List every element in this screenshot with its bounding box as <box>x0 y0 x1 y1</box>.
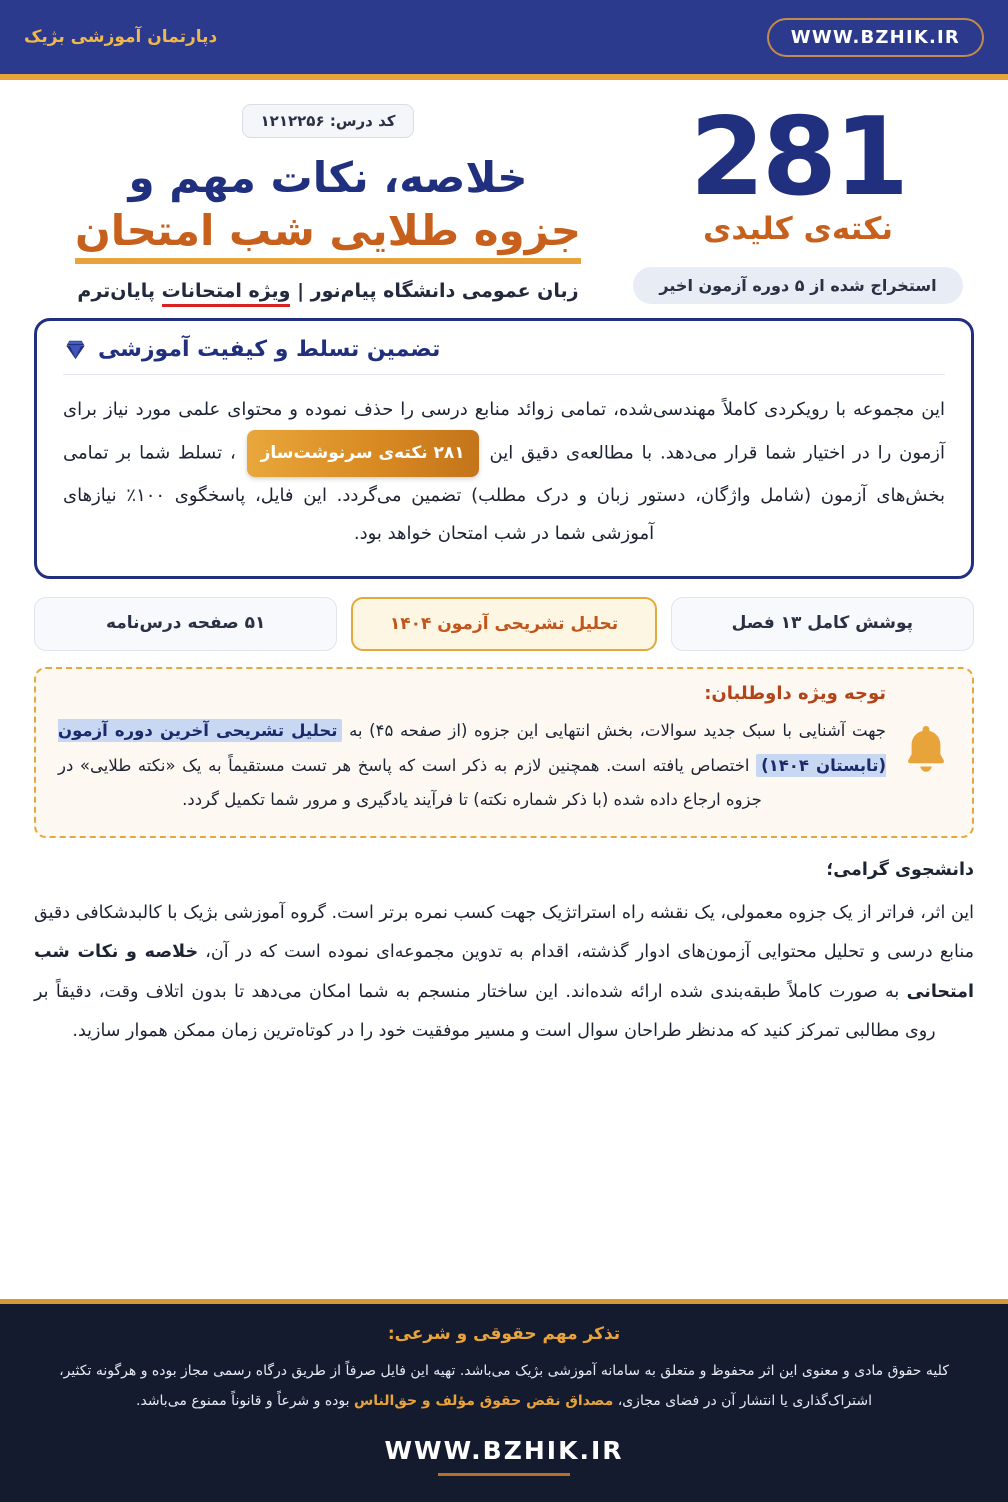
subtitle-underlined: ویژه امتحانات <box>162 280 291 307</box>
page-subtitle <box>34 280 622 302</box>
main-paragraph <box>34 894 974 1052</box>
extraction-source-pill: استخراج شده از ۵ دوره آزمون اخیر <box>633 267 962 304</box>
main-paragraph-bold: خلاصه و نکات شب امتحانی <box>34 942 974 1002</box>
notice-box <box>34 667 974 838</box>
site-url-badge[interactable]: WWW.BZHIK.IR <box>767 18 984 57</box>
main-text-section <box>34 860 974 1299</box>
hero-count-block <box>622 95 974 304</box>
hero-section <box>0 80 1008 308</box>
footer-legal-title: تذکر مهم حقوقی و شرعی: <box>387 1323 621 1344</box>
stat-pill-chapters: پوشش کامل ۱۳ فصل <box>671 597 974 651</box>
guarantee-text-part2: ، تسلط شما بر تمامی بخش‌های آزمون (شامل واژگان، دستور زبان و درک مطلب) تضمین می‌گردد. این فایل، پاسخگوی ۱۰۰٪ نیازهای آموزشی شما در شب امتحان خواهد بود. <box>63 442 946 545</box>
footer <box>0 1299 1008 1502</box>
subtitle-prefix: زبان عمومی دانشگاه پیام‌نور | <box>290 280 579 303</box>
main-paragraph-part1: این اثر، فراتر از یک جزوه معمولی، یک نقشه راه استراتژیک جهت کسب نمره برتر است. گروه آموزشی بژیک با کالبدشکافی دقیق منابع درسی و تحلیل محتوایی آزمون‌های ادوار گذشته، اقدام به تدوین مجموعه‌ای نموده است که در آن، <box>34 902 975 963</box>
key-points-chip: ۲۸۱ نکته‌ی سرنوشت‌ساز <box>247 430 479 477</box>
stat-pill-exam-analysis: تحلیل تشریحی آزمون ۱۴۰۴ <box>351 597 656 651</box>
guarantee-title: تضمین تسلط و کیفیت آموزشی <box>98 337 441 363</box>
footer-warning-phrase: مصداق نقض حقوق مؤلف و حق‌الناس <box>353 1392 614 1409</box>
notice-highlight: تحلیل تشریحی آخرین دوره آزمون (تابستان ۱۴۰۴) <box>58 720 886 775</box>
greeting-line: دانشجوی گرامی؛ <box>826 859 974 880</box>
top-bar <box>0 0 1008 80</box>
footer-legal-text <box>40 1356 968 1416</box>
footer-url[interactable]: WWW.BZHIK.IR <box>384 1436 624 1465</box>
course-code-badge: کد درس: ۱۲۱۲۲۵۶ <box>242 104 415 138</box>
page-title-line2: جزوه طلایی شب امتحان <box>75 205 581 264</box>
footer-text-part1: کلیه حقوق مادی و معنوی این اثر محفوظ و متعلق به سامانه آموزشی بژیک می‌باشد. تهیه این فایل صرفاً از طریق درگاه رسمی مجاز بوده و هرگونه تکثیر، اشتراک‌گذاری یا انتشار آن در فضای مجازی، <box>59 1362 949 1409</box>
notice-text-part1: جهت آشنایی با سبک جدید سوالات، بخش انتهایی این جزوه (از صفحه ۴۵) به <box>342 720 886 740</box>
footer-text-part2: بوده و شرعاً و قانوناً ممنوع می‌باشد. <box>136 1392 354 1409</box>
guarantee-text <box>63 391 945 554</box>
bell-icon <box>902 720 950 780</box>
notice-content <box>58 683 886 818</box>
guarantee-text-part1: این مجموعه با رویکردی کاملاً مهندسی‌شده، تمامی زوائد منابع درسی را حذف نموده و محتوای علمی مورد نیاز برای آزمون را در اختیار شما قرار می‌دهد. با مطالعه‌ی دقیق این <box>63 399 945 464</box>
department-name: دپارتمان آموزشی بژیک <box>24 27 218 47</box>
main-paragraph-part2: به صورت کاملاً طبقه‌بندی شده ارائه شده‌اند. این ساختار منسجم به شما امکان می‌دهد تا بدون اتلاف وقت، دقیقاً بر روی مطالبی تمرکز کنید که مدنظر طراحان سوال است و مسیر موفقیت خود را در کوتاه‌ترین زمان ممکن هموار سازید. <box>34 981 936 1042</box>
page-title-line1: خلاصه، نکات مهم و <box>128 153 528 202</box>
notice-text <box>58 714 886 818</box>
stat-pill-pages: ۵۱ صفحه درس‌نامه <box>34 597 337 651</box>
key-points-caption: نکته‌ی کلیدی <box>703 211 893 248</box>
key-points-count: 281 <box>689 95 907 220</box>
guarantee-header <box>63 337 945 375</box>
footer-underline-rule <box>438 1473 570 1476</box>
gem-icon <box>63 337 88 362</box>
guarantee-box <box>34 318 974 579</box>
notice-text-part2: اختصاص یافته است. همچنین لازم به ذکر است که پاسخ هر تست مستقیماً به یک «نکته طلایی» در جزوه ارجاع داده شده (با ذکر شماره نکته) تا فرآیند یادگیری و مرور شما تکمیل گردد. <box>58 755 762 810</box>
notice-title: توجه ویژه داوطلبان: <box>704 682 886 704</box>
stats-row <box>34 597 974 651</box>
hero-title-block <box>34 102 622 302</box>
subtitle-suffix: پایان‌ترم <box>77 280 162 303</box>
